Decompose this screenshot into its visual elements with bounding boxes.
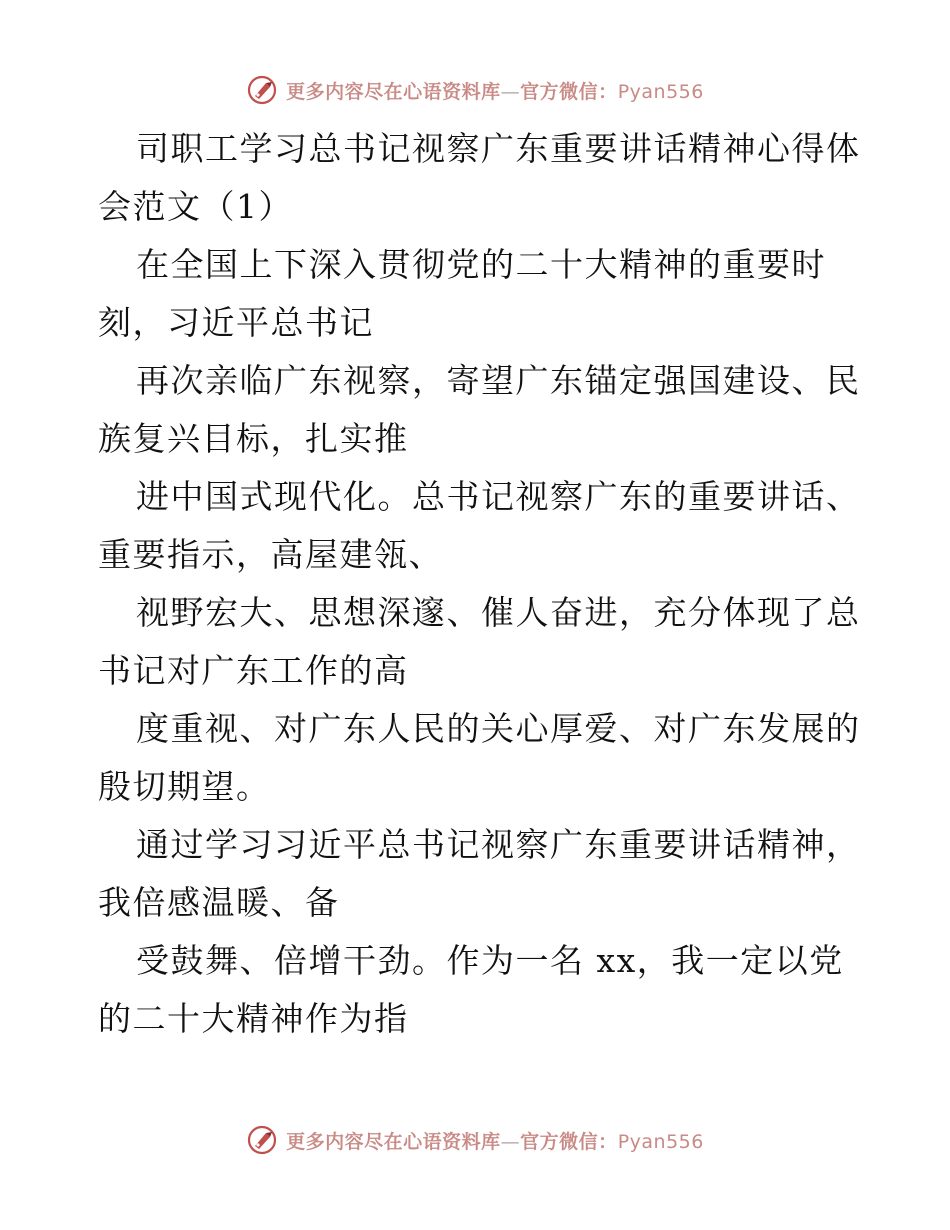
text-line: 书记对广东工作的高 [98, 651, 409, 690]
watermark-wechat-label: 官方微信： [520, 1130, 618, 1153]
footer-watermark [0, 1120, 950, 1160]
document-body [98, 120, 861, 1048]
watermark-wechat-id: Pyan556 [617, 1130, 704, 1153]
text-line: 我倍感温暖、备 [98, 883, 340, 922]
watermark-separator: — [500, 80, 521, 103]
text-line: 会范文（1） [98, 187, 293, 226]
text-line: 殷切期望。 [98, 767, 271, 806]
header-watermark [0, 70, 950, 110]
text-line: 进中国式现代化。总书记视察广东的重要讲话、 [136, 477, 861, 516]
watermark-separator: — [500, 1130, 521, 1153]
text-line: 在全国上下深入贯彻党的二十大精神的重要时 [136, 245, 826, 284]
text-line: 刻，习近平总书记 [98, 303, 374, 342]
watermark-wechat-id: Pyan556 [617, 80, 704, 103]
watermark-wechat-label: 官方微信： [520, 80, 618, 103]
pen-nib-logo-icon [246, 1124, 278, 1156]
text-line: 重要指示，高屋建瓴、 [98, 535, 443, 574]
text-line: 受鼓舞、倍增干劲。作为一名 xx，我一定以党 [136, 941, 844, 980]
watermark-main-text: 更多内容尽在心语资料库 [286, 1130, 501, 1153]
text-line: 的二十大精神作为指 [98, 999, 409, 1038]
watermark-text [286, 77, 704, 104]
text-line: 通过学习习近平总书记视察广东重要讲话精神， [136, 825, 861, 864]
watermark-text [286, 1127, 704, 1154]
watermark-main-text: 更多内容尽在心语资料库 [286, 80, 501, 103]
text-line: 司职工学习总书记视察广东重要讲话精神心得体 [136, 129, 861, 168]
text-line: 族复兴目标，扎实推 [98, 419, 409, 458]
text-line: 度重视、对广东人民的关心厚爱、对广东发展的 [136, 709, 861, 748]
pen-nib-logo-icon [246, 74, 278, 106]
text-line: 再次亲临广东视察，寄望广东锚定强国建设、民 [136, 361, 861, 400]
text-line: 视野宏大、思想深邃、催人奋进，充分体现了总 [136, 593, 861, 632]
